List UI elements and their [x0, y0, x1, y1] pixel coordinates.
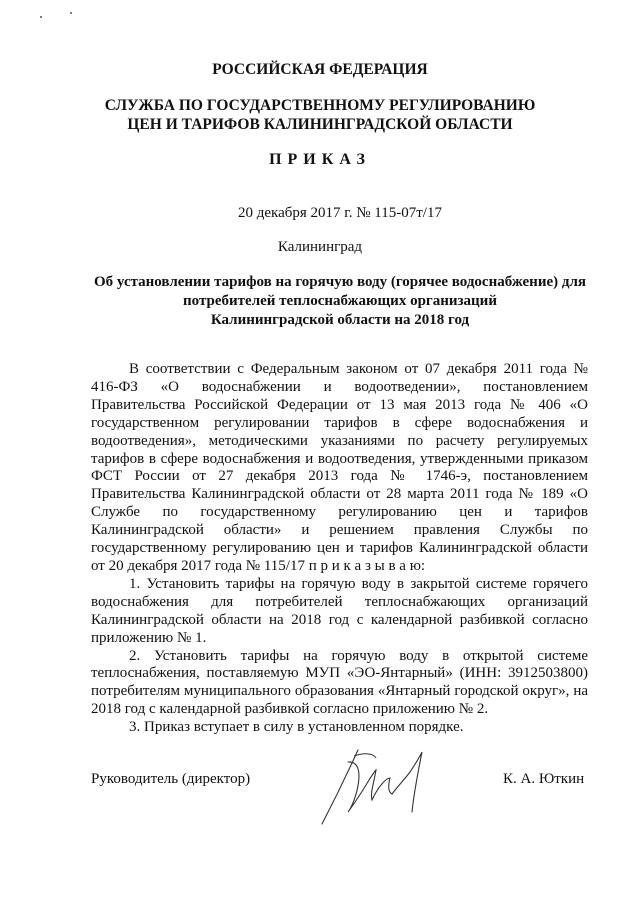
city: Калининград — [277, 239, 363, 255]
agency-heading-line2: ЦЕН И ТАРИФОВ КАЛИНИНГРАДСКОЙ ОБЛАСТИ — [127, 116, 513, 133]
scan-speck — [70, 12, 72, 14]
handwritten-signature — [318, 742, 438, 832]
country-heading: РОССИЙСКАЯ ФЕДЕРАЦИЯ — [212, 61, 428, 78]
date-and-number: 20 декабря 2017 г. № 115-07т/17 — [238, 205, 442, 221]
document-title — [90, 273, 590, 330]
document-body — [91, 361, 588, 737]
order-item-2: 2. Установить тарифы на горячую воду в открытой системе теплоснабжения, поставляемую МУП «ЭО-Янтарный» (ИНН: 3912503800) потребителям муниципального образования «Янтарный городской округ», на 2018 год с календарной разбивкой согласно приложению № 2. — [91, 647, 588, 718]
order-item-1: 1. Установить тарифы на горячую воду в закрытой системе горячего водоснабжения для потребителей теплоснабжающих организаций Калининградской области на 2018 год с календарной разбивкой согласно приложению № 1. — [91, 575, 588, 646]
title-line2: потребителей теплоснабжающих организаций — [183, 293, 497, 309]
scan-speck — [40, 16, 42, 18]
signatory-position: Руководитель (директор) — [91, 771, 251, 787]
preamble-paragraph: В соответствии с Федеральным законом от 07 декабря 2011 года № 416-ФЗ «О водоснабжении и водоотведении», постановлением Правительства Российской Федерации от 13 мая 2013 года № 406 «О государственном регулировании тарифов в сфере водоснабжения и водоотведения», методическими указаниями по расчету регулируемых тарифов в сфере водоснабжения и водоотведения, утвержденными приказом ФСТ России от 27 декабря 2013 года № 1746-э, постановлением Правительства Калининградской области от 28 марта 2011 года № 189 «О Службе по государственному регулированию цен и тарифов Калининградской области» и решением правления Службы по государственному регулированию цен и тарифов Калининградской области от 20 декабря 2017 года № 115/17 п р и к а з ы в а ю: — [91, 361, 588, 574]
document-type-heading: ПРИКАЗ — [269, 151, 371, 168]
title-line3: Калининградской области на 2018 год — [210, 312, 470, 328]
title-line1: Об установлении тарифов на горячую воду (горячее водоснабжение) для — [94, 274, 586, 290]
agency-heading-line1: СЛУЖБА ПО ГОСУДАРСТВЕННОМУ РЕГУЛИРОВАНИЮ — [104, 97, 536, 114]
order-item-3: 3. Приказ вступает в силу в установленном порядке. — [129, 719, 464, 736]
signatory-name: К. А. Юткин — [503, 771, 585, 787]
